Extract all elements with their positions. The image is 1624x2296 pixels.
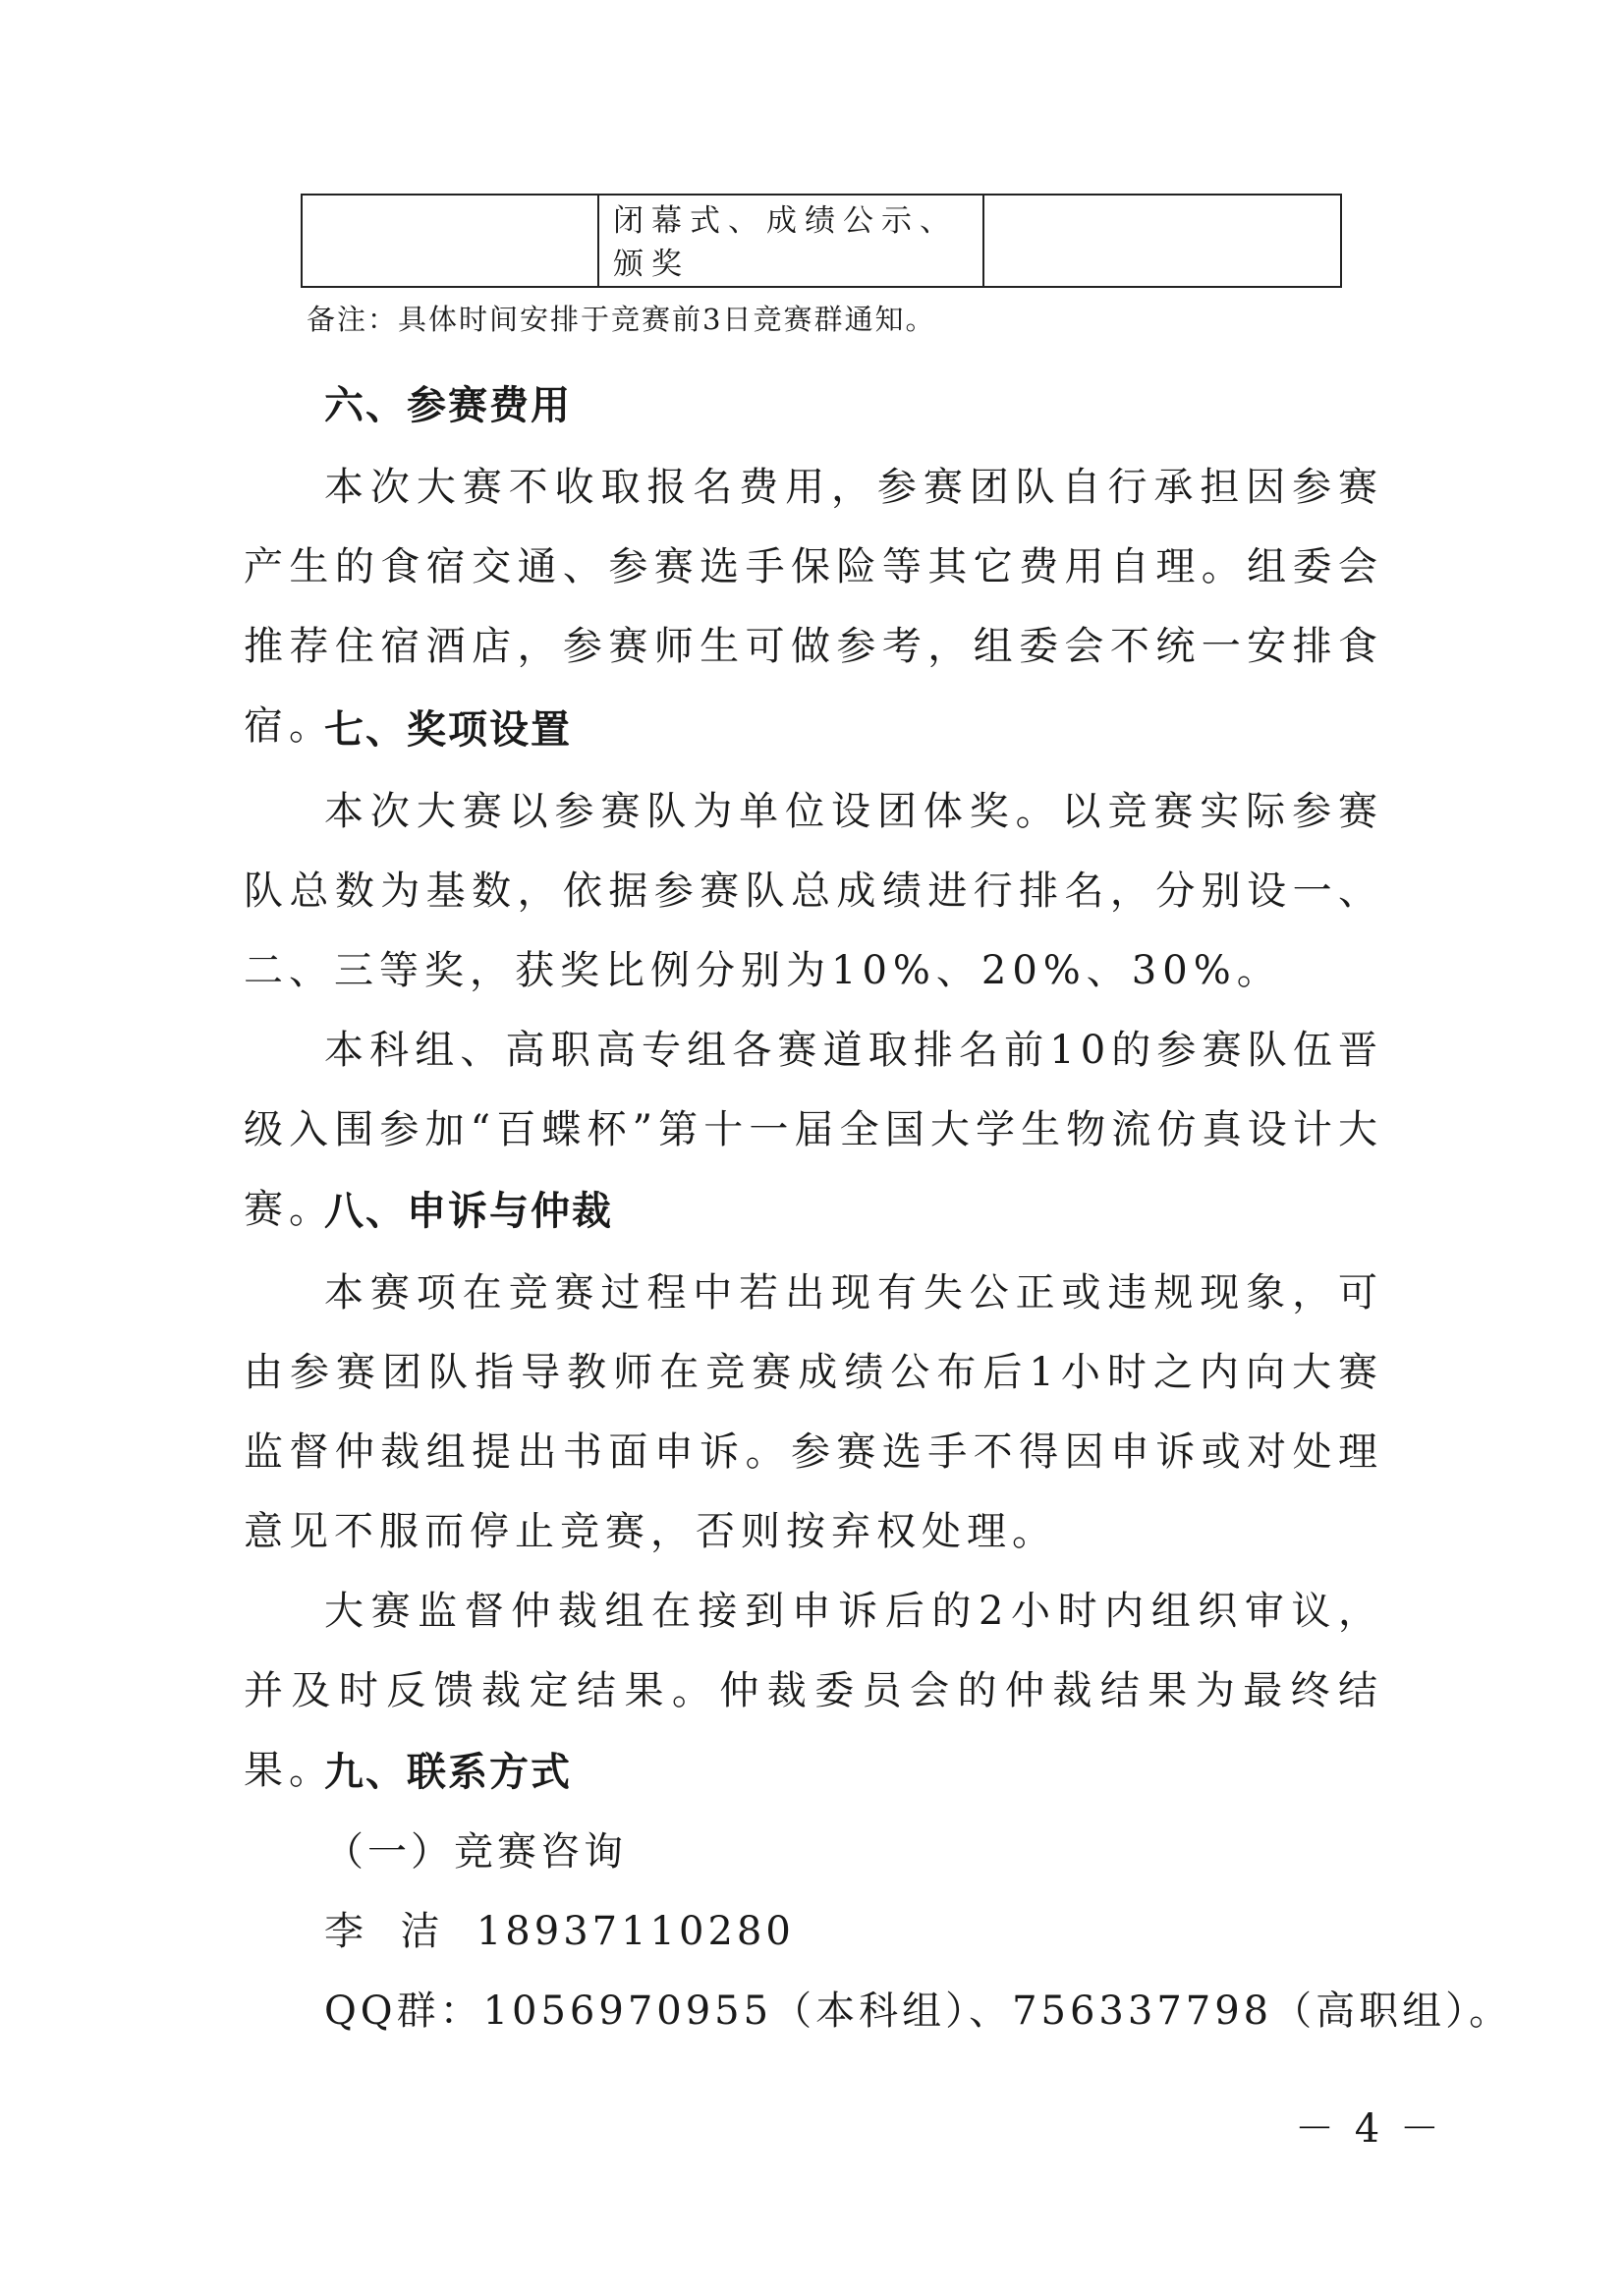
paragraph-awards-2: 本科组、高职高专组各赛道取排名前10的参赛队伍晋级入围参加“百蝶杯”第十一届全国大学生物流仿真设计大赛。 [244,1028,1383,1232]
closing-ceremony-text: 闭幕式、成绩公示、颁奖 [613,203,958,282]
contact-qq: QQ群：1056970955（本科组）、756337798（高职组）。 [324,1988,1513,2034]
page-number: － 4 － [1295,2106,1443,2152]
table-cell-event [598,195,983,287]
schedule-table [301,194,1342,288]
contact-person: 李 洁 18937110280 [324,1909,795,1954]
schedule-note: 备注：具体时间安排于竞赛前3日竞赛群通知。 [307,303,936,336]
heading-appeal: 八、申诉与仲裁 [324,1189,613,1234]
heading-contact: 九、联系方式 [324,1750,572,1795]
paragraph-appeal-1: 本赛项在竞赛过程中若出现有失公正或违规现象，可由参赛团队指导教师在竞赛成绩公布后1小时之内向大赛监督仲裁组提出书面申诉。参赛选手不得因申诉或对处理意见不服而停止竞赛，否则按弃权处理。 [244,1270,1383,1554]
table-cell-empty [983,195,1341,287]
table-cell-empty [302,195,598,287]
heading-awards: 七、奖项设置 [324,707,572,753]
heading-fees: 六、参赛费用 [324,383,572,428]
paragraph-awards-1: 本次大赛以参赛队为单位设团体奖。以竞赛实际参赛队总数为基数，依据参赛队总成绩进行排名，分别设一、二、三等奖，获奖比例分别为10%、20%、30%。 [244,789,1383,993]
paragraph-fees: 本次大赛不收取报名费用，参赛团队自行承担因参赛产生的食宿交通、参赛选手保险等其它费用自理。组委会推荐住宿酒店，参赛师生可做参考，组委会不统一安排食宿。 [244,465,1383,749]
contact-subheading: （一）竞赛咨询 [324,1829,627,1875]
table-row [302,195,1341,287]
paragraph-appeal-2: 大赛监督仲裁组在接到申诉后的2小时内组织审议，并及时反馈裁定结果。仲裁委员会的仲裁结果为最终结果。 [244,1589,1383,1793]
